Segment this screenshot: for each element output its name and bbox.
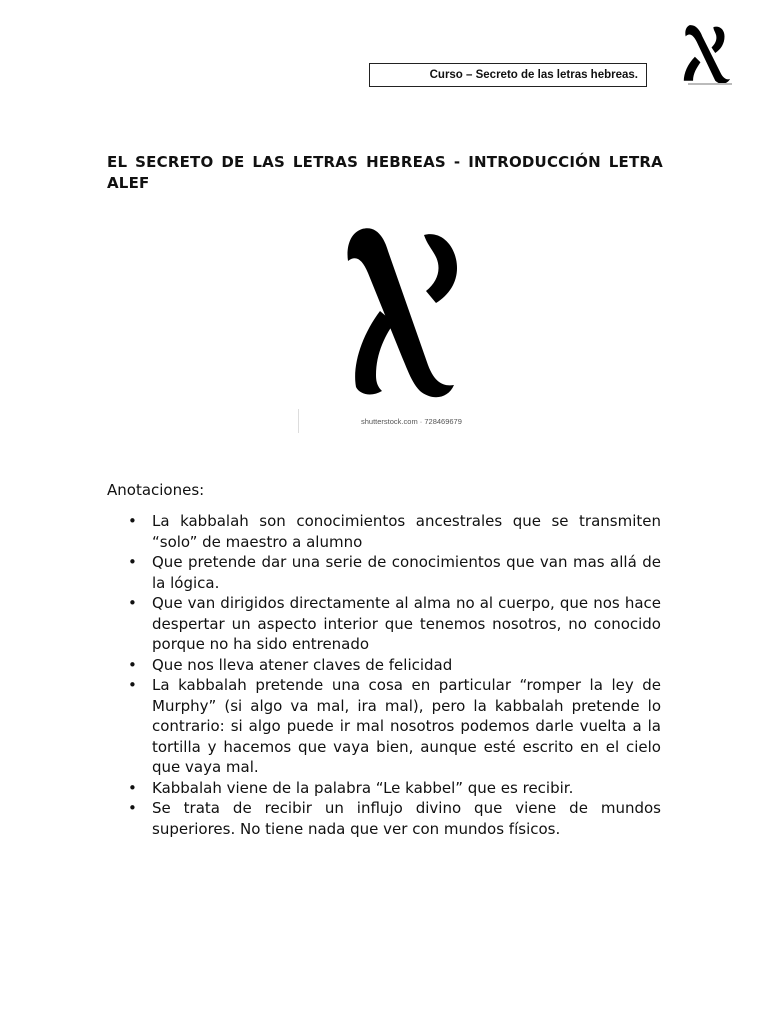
alef-letter-icon [296, 215, 476, 435]
list-item-text: Que van dirigidos directamente al alma no al cuerpo, que nos hace despertar un aspecto interior que tenemos nosotros, no conocido porque no ha sido entrenado [152, 594, 661, 653]
bullet-icon: • [128, 676, 137, 694]
bullet-icon: • [128, 778, 137, 797]
document-title: EL SECRETO DE LAS LETRAS HEBREAS - INTRODUCCIÓN LETRA ALEF [107, 153, 663, 192]
alef-logo-icon [668, 16, 744, 90]
notes-list [107, 511, 661, 839]
list-item [107, 655, 661, 676]
list-item [107, 675, 661, 778]
figure-edge-line [298, 409, 299, 433]
bullet-icon: • [128, 799, 137, 817]
bullet-icon: • [128, 512, 137, 530]
bullet-icon: • [128, 553, 137, 571]
list-item-text: Que nos lleva atener claves de felicidad [152, 655, 453, 674]
course-header-label: Curso – Secreto de las letras hebreas. [369, 63, 647, 87]
list-item-text: Se trata de recibir un influjo divino que viene de mundos superiores. No tiene nada que ver con mundos físicos. [152, 799, 661, 838]
bullet-icon: • [128, 655, 137, 674]
notes-heading: Anotaciones: [107, 481, 205, 499]
list-item [107, 511, 661, 552]
list-item [107, 798, 661, 839]
list-item-text: La kabbalah son conocimientos ancestrales que se transmiten “solo” de maestro a alumno [152, 512, 661, 551]
bullet-icon: • [128, 594, 137, 612]
list-item-text: La kabbalah pretende una cosa en particular “romper la ley de Murphy” (si algo va mal, ira mal), pero la kabbalah pretende lo contrario: si algo puede ir mal nosotros podemos darle vuelta a la tortilla y hacemos que vaya bien, aunque esté escrito en el cielo que vaya mal. [152, 676, 661, 776]
logo-caption-line [688, 83, 732, 85]
list-item-text: Kabbalah viene de la palabra “Le kabbel” que es recibir. [152, 778, 574, 797]
list-item-text: Que pretende dar una serie de conocimientos que van mas allá de la lógica. [152, 553, 661, 592]
list-item [107, 778, 661, 799]
list-item [107, 593, 661, 655]
image-watermark: shutterstock.com · 728469679 [361, 417, 462, 426]
list-item [107, 552, 661, 593]
